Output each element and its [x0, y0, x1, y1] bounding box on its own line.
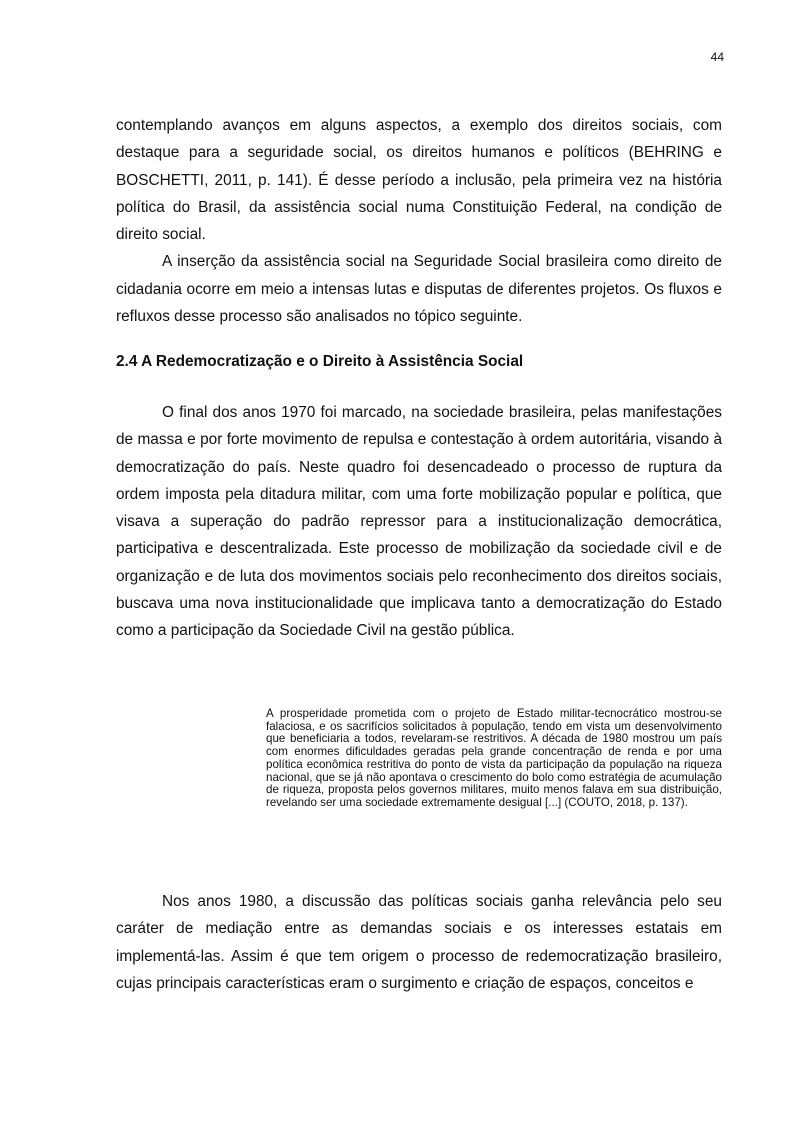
paragraph-anos-1980: Nos anos 1980, a discussão das políticas sociais ganha relevância pelo seu caráter de mediação entre as demandas sociais e os interesses estatais em implementá-las. Assim é que tem origem o processo de redemocratização brasileiro, cujas principais características eram o surgimento e criação de espaços, conceitos e: [116, 893, 722, 992]
closing-section: [116, 888, 722, 997]
opening-section: [116, 112, 722, 330]
paragraph-insercao: A inserção da assistência social na Seguridade Social brasileira como direito de cidadania ocorre em meio a intensas lutas e disputas de diferentes projetos. Os fluxos e refluxos desse processo são analisados no tópico seguinte.: [116, 253, 722, 326]
page-number: 44: [710, 50, 724, 64]
block-quote: A prosperidade prometida com o projeto de Estado militar-tecnocrático mostrou-se falaciosa, e os sacrifícios solicitados à população, tendo em vista um desenvolvimento que beneficiaria a todos, revelaram-se restritivos. A década de 1980 mostrou um país com enormes dificuldades geradas pela grande concentração de renda e por uma política econômica restritiva do ponto de vista da participação da população na riqueza nacional, que se já não apontava o crescimento do bolo como estratégia de acumulação de riqueza, proposta pelos governos militares, muito menos falava em sua distribuição, revelando ser uma sociedade extremamente desigual [...] (COUTO, 2018, p. 137).: [266, 707, 722, 809]
paragraph-final-anos-1970: O final dos anos 1970 foi marcado, na sociedade brasileira, pelas manifestações de massa e por forte movimento de repulsa e contestação à ordem autoritária, visando à democratização do país. Neste quadro foi desencadeado o processo de ruptura da ordem imposta pela ditadura militar, com uma forte mobilização popular e política, que visava a superação do padrão repressor para a institucionalização democrática, participativa e descentralizada. Este processo de mobilização da sociedade civil e de organização e de luta dos movimentos sociais pelo reconhecimento dos direitos sociais, buscava uma nova institucionalidade que implicava tanto a democratização do Estado como a participação da Sociedade Civil na gestão pública.: [116, 404, 722, 640]
section-body: [116, 399, 722, 645]
paragraph-continuation: contemplando avanços em alguns aspectos, a exemplo dos direitos sociais, com destaque para a seguridade social, os direitos humanos e políticos (BEHRING e BOSCHETTI, 2011, p. 141). É desse período a inclusão, pela primeira vez na história política do Brasil, da assistência social numa Constituição Federal, na condição de direito social.: [116, 117, 722, 244]
section-heading: 2.4 A Redemocratização e o Direito à Assistência Social: [116, 353, 524, 370]
